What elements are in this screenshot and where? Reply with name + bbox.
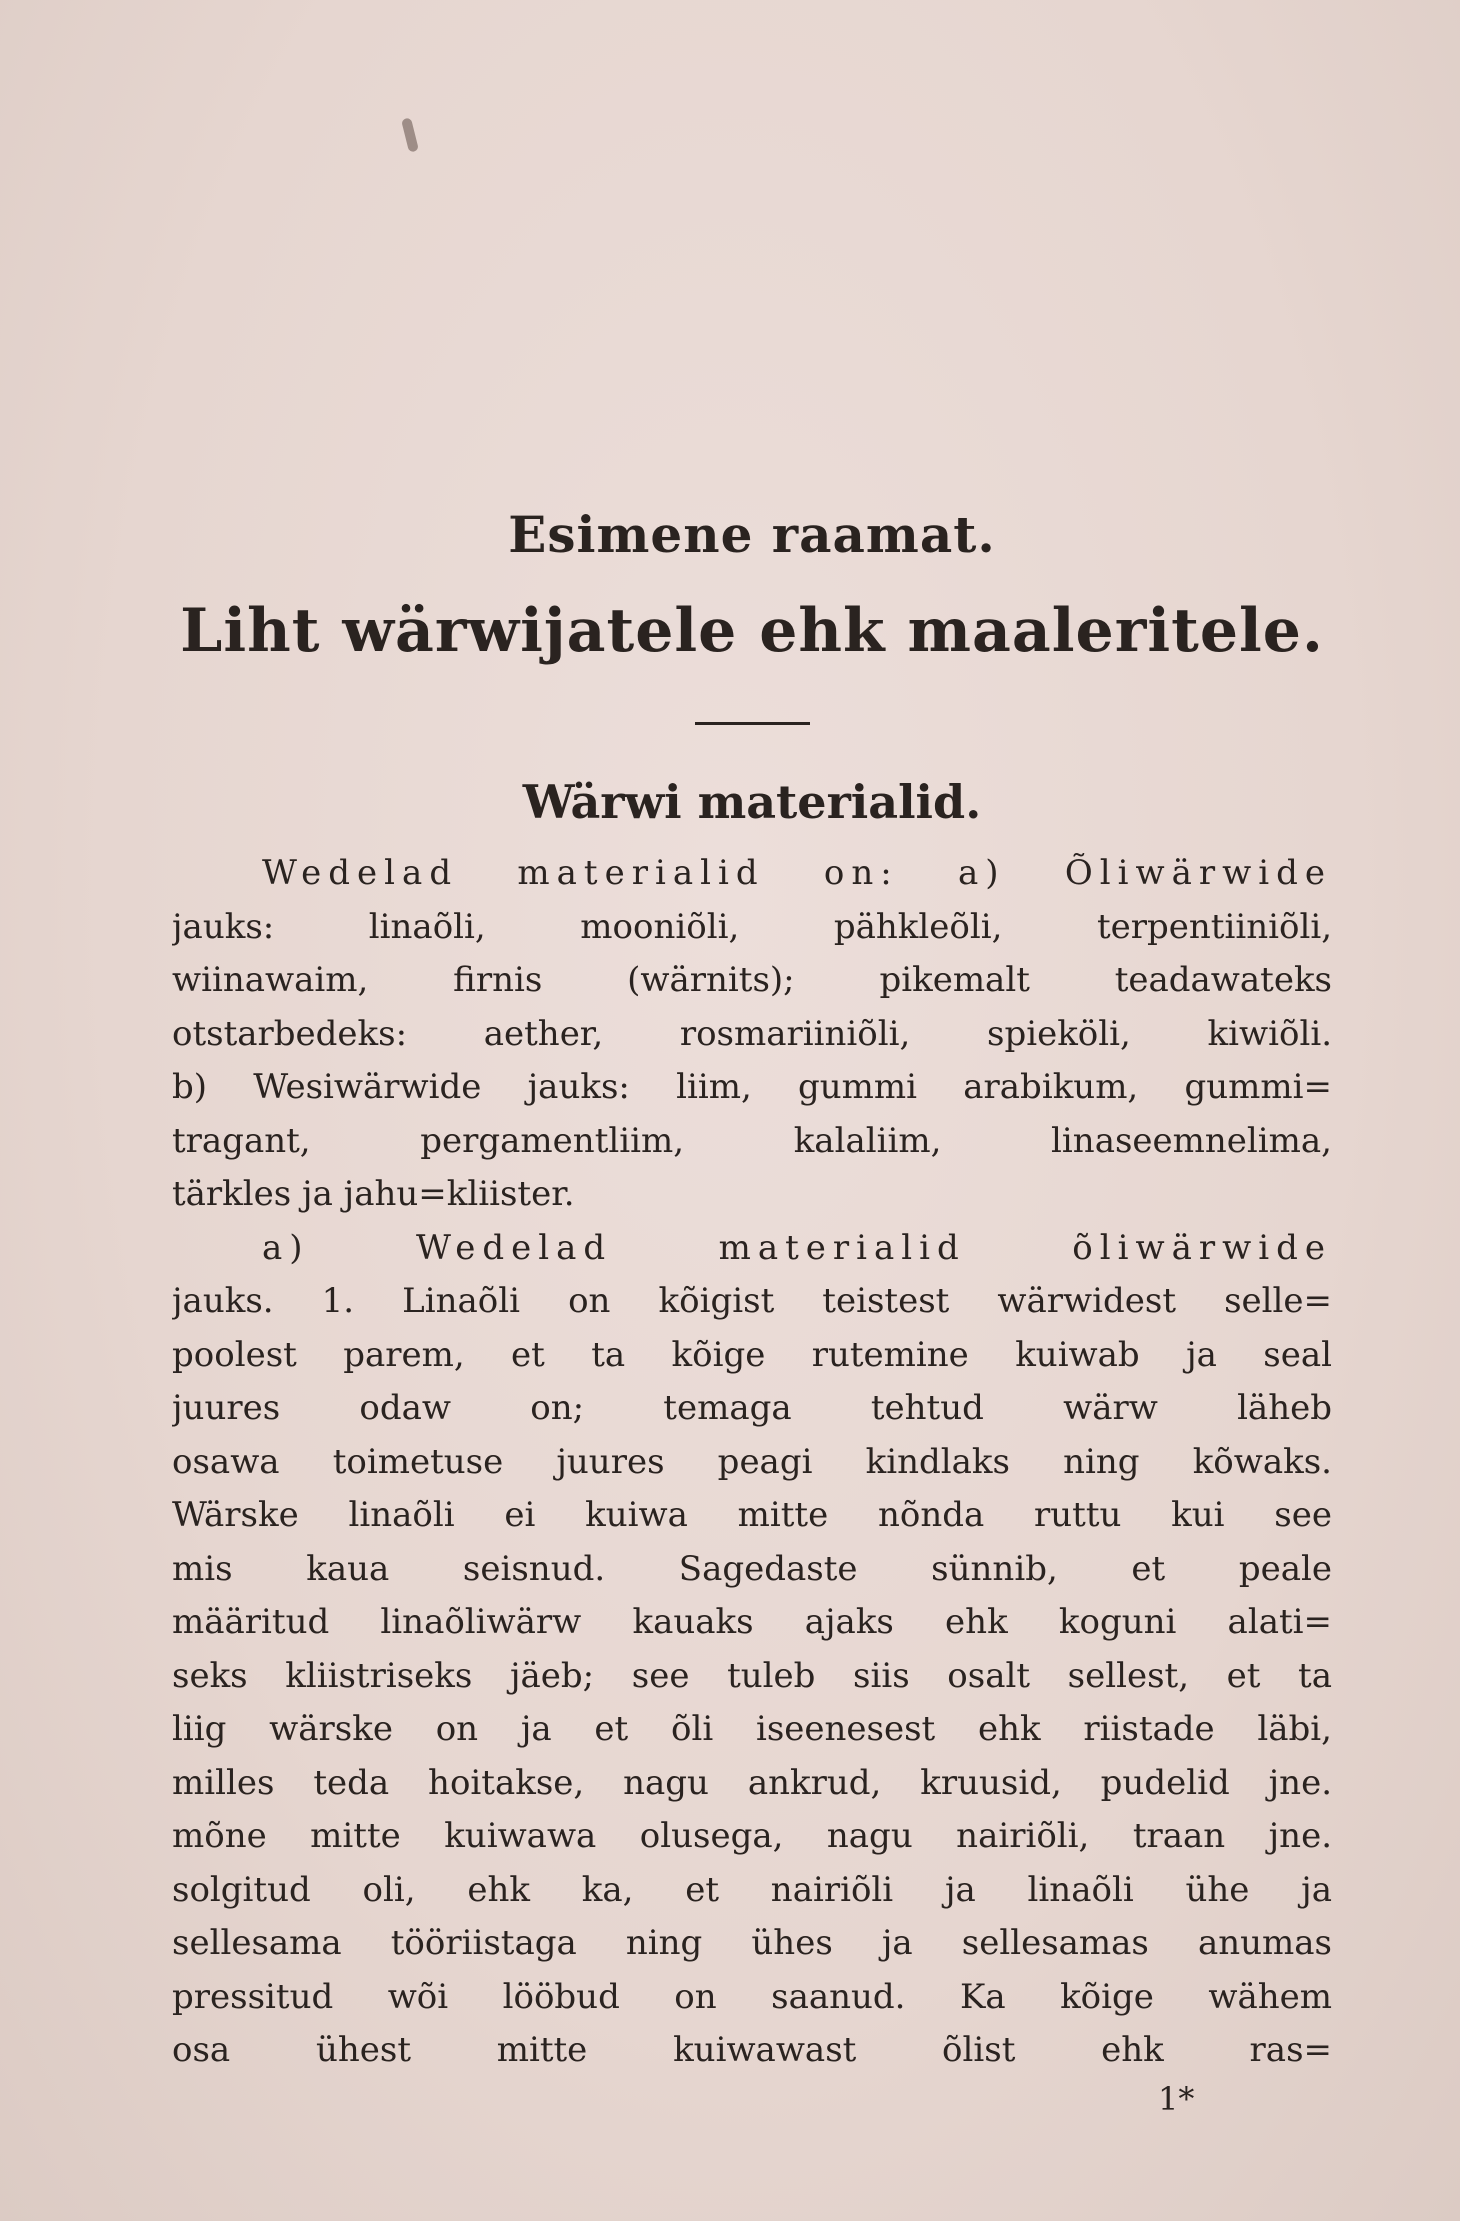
paragraph-line: osawa toimetuse juures peagi kindlaks ning kõwaks. <box>172 1441 1332 1482</box>
paragraph-line: juures odaw on; temaga tehtud wärw läheb <box>172 1388 1332 1428</box>
paragraph-line: sellesama tööriistaga ning ühes ja sellesamas anumas <box>172 1923 1332 1963</box>
paragraph-line: tärkles ja jahu=kliister. <box>172 1174 575 1214</box>
paragraph-line: Wärske linaõli ei kuiwa mitte nõnda ruttu kui see <box>172 1495 1332 1535</box>
paragraph-2 <box>172 1222 1332 2078</box>
paragraph-line: a) Wedelad materialid õliwärwide <box>262 1227 1332 1268</box>
paragraph-line: liig wärske on ja et õli iseenesest ehk riistade läbi, <box>172 1709 1332 1749</box>
paragraph-line: jauks. 1. Linaõli on kõigist teistest wärwidest selle= <box>172 1281 1332 1321</box>
main-title: Liht wärwijatele ehk maaleritele. <box>180 596 1324 666</box>
paragraph-line: wiinawaim, firnis (wärnits); pikemalt teadawateks <box>172 960 1332 1000</box>
paragraph-line: pressitud wõi lööbud on saanud. Ka kõige wähem <box>172 1976 1332 2017</box>
paragraph-line: milles teda hoitakse, nagu ankrud, kruusid, pudelid jne. <box>172 1762 1332 1803</box>
paragraph-1 <box>172 847 1332 1222</box>
paragraph-line: b) Wesiwärwide jauks: liim, gummi arabikum, gummi= <box>172 1067 1332 1107</box>
ink-mark <box>401 117 419 152</box>
paragraph-line: tragant, pergamentliim, kalaliim, linaseemnelima, <box>172 1120 1332 1161</box>
paragraph-line: solgitud oli, ehk ka, et nairiõli ja linaõli ühe ja <box>172 1869 1332 1910</box>
paragraph-line: määritud linaõliwärw kauaks ajaks ehk koguni alati= <box>172 1602 1332 1642</box>
book-label: Esimene raamat. <box>508 505 996 564</box>
page-number: 1* <box>1158 2080 1195 2118</box>
title-divider <box>695 722 810 725</box>
section-title: Wärwi materialid. <box>522 775 982 829</box>
paragraph-line: mis kaua seisnud. Sagedaste sünnib, et peale <box>172 1548 1332 1589</box>
paragraph-line: Wedelad materialid on: a) Õliwärwide <box>262 853 1332 893</box>
paragraph-line: seks kliistriseks jäeb; see tuleb siis osalt sellest, et ta <box>172 1655 1332 1696</box>
paragraph-line: mõne mitte kuiwawa olusega, nagu nairiõli, traan jne. <box>172 1816 1332 1856</box>
paragraph-line: osa ühest mitte kuiwawast õlist ehk ras= <box>172 2030 1332 2070</box>
paragraph-line: poolest parem, et ta kõige rutemine kuiwab ja seal <box>172 1334 1332 1375</box>
text-block <box>172 500 1332 2078</box>
paragraph-line: jauks: linaõli, mooniõli, pähkleõli, terpentiiniõli, <box>172 906 1332 947</box>
paragraph-line: otstarbedeks: aether, rosmariiniõli, spieköli, kiwiõli. <box>172 1013 1332 1054</box>
